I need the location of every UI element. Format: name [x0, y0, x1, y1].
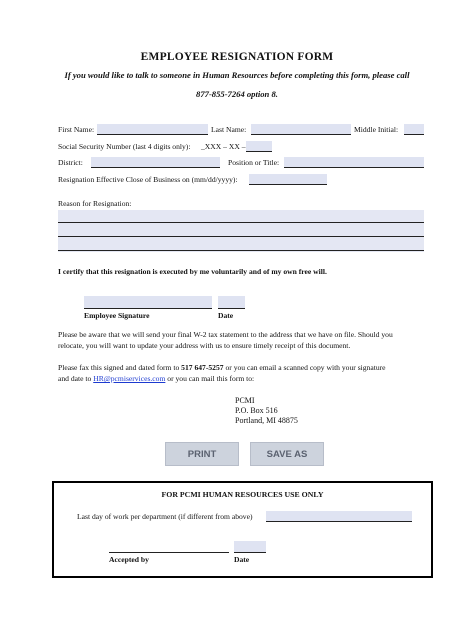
- reason-textarea[interactable]: [58, 210, 424, 252]
- accepted-date-line: [234, 552, 266, 553]
- first-name-label: First Name:: [58, 125, 95, 134]
- position-label: Position or Title:: [228, 158, 280, 167]
- fax-line-1: [58, 363, 386, 374]
- address-line-2: P.O. Box 516: [235, 406, 278, 415]
- w2-notice-line-1: Please be aware that we will send your final W-2 tax statement to the address that we have on file. Should you: [58, 330, 393, 339]
- signature-date-field[interactable]: [218, 296, 245, 308]
- accepted-by-line: [109, 552, 229, 553]
- ssn-label: Social Security Number (last 4 digits only):: [58, 142, 191, 151]
- hr-heading: FOR PCMI HUMAN RESOURCES USE ONLY: [161, 490, 324, 499]
- intro-line-2: 877-855-7264 option 8.: [196, 89, 278, 99]
- employee-signature-field[interactable]: [84, 296, 212, 308]
- form-title: EMPLOYEE RESIGNATION FORM: [140, 51, 334, 63]
- ssn-last4-field[interactable]: [246, 141, 272, 151]
- ssn-line: [246, 151, 272, 152]
- middle-initial-field[interactable]: [404, 124, 424, 134]
- print-button[interactable]: PRINT: [165, 442, 239, 466]
- effective-date-field[interactable]: [249, 174, 327, 184]
- last-day-line: [266, 521, 412, 522]
- position-line: [284, 167, 424, 168]
- email-text-a: and date to: [58, 374, 94, 383]
- address-line-3: Portland, MI 48875: [235, 416, 298, 425]
- position-field[interactable]: [284, 157, 424, 167]
- middle-initial-label: Middle Initial:: [354, 125, 399, 134]
- email-text-b: or you can mail this form to:: [165, 374, 255, 383]
- fax-text-a: Please fax this signed and dated form to: [58, 363, 182, 372]
- hr-email-link[interactable]: HR@pcmiservices.com: [93, 374, 166, 383]
- last-day-label: Last day of work per department (if different from above): [77, 512, 253, 521]
- signature-date-label: Date: [218, 311, 234, 320]
- accepted-by-label: Accepted by: [109, 555, 149, 564]
- save-as-button[interactable]: SAVE AS: [250, 442, 324, 466]
- ssn-mask: _XXX – XX –: [201, 142, 246, 151]
- signature-date-line: [218, 308, 245, 309]
- last-name-field[interactable]: [251, 124, 351, 134]
- fax-number: 517 647-5257: [181, 363, 224, 372]
- certify-statement: I certify that this resignation is executed by me voluntarily and of my own free will.: [58, 267, 327, 276]
- reason-label: Reason for Resignation:: [58, 199, 132, 208]
- last-name-line: [251, 134, 351, 135]
- first-name-line: [97, 134, 208, 135]
- effective-date-line: [249, 184, 327, 185]
- w2-notice-line-2: relocate, you will want to update your address with us to ensure timely receipt of this document.: [58, 341, 351, 350]
- fax-line-2: [58, 374, 254, 385]
- signature-line: [84, 308, 212, 309]
- district-field[interactable]: [91, 157, 220, 167]
- address-line-1: PCMI: [235, 396, 255, 405]
- district-label: District:: [58, 158, 83, 167]
- last-name-label: Last Name:: [211, 125, 247, 134]
- accepted-date-field[interactable]: [234, 541, 266, 552]
- reason-line-2: [58, 236, 424, 237]
- middle-initial-line: [404, 134, 424, 135]
- district-line: [91, 167, 220, 168]
- employee-signature-label: Employee Signature: [84, 311, 150, 320]
- accepted-date-label: Date: [234, 555, 250, 564]
- reason-line-1: [58, 222, 424, 223]
- first-name-field[interactable]: [97, 124, 208, 134]
- intro-line-1: If you would like to talk to someone in Human Resources before completing this form, please call: [64, 70, 410, 80]
- reason-line-3: [58, 250, 424, 251]
- last-day-field[interactable]: [266, 511, 412, 521]
- effective-date-label: Resignation Effective Close of Business on (mm/dd/yyyy):: [58, 175, 238, 184]
- fax-text-b: or you can email a scanned copy with your signature: [223, 363, 386, 372]
